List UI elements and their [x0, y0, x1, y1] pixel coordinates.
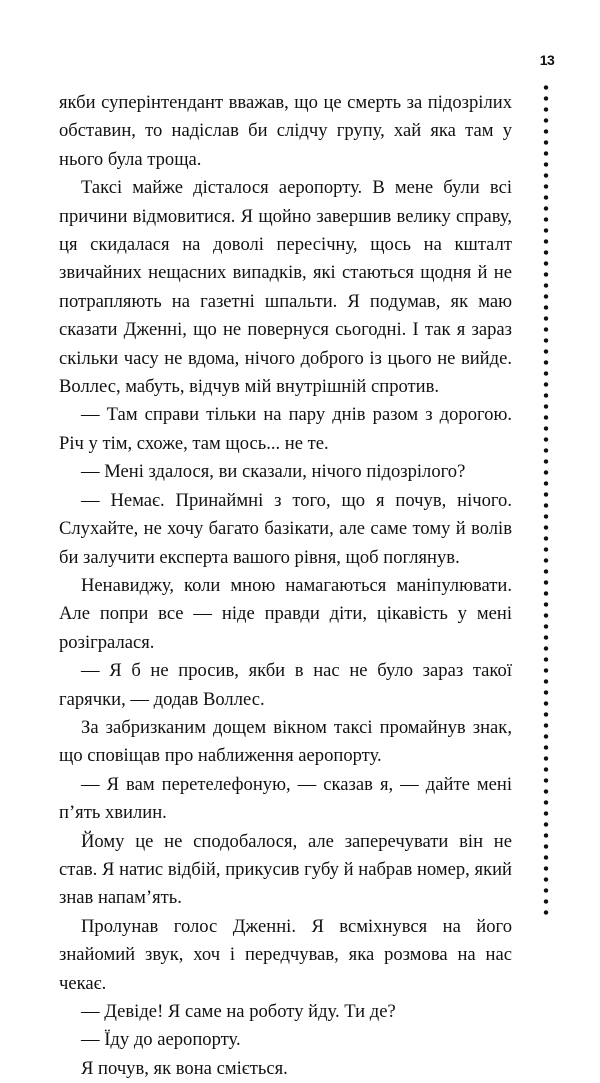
paragraph: За забризканим дощем вікном таксі промайнув знак, що сповіщав про наближення аеропорту. — [59, 716, 512, 767]
paragraph: — Девіде! Я саме на роботу йду. Ти де? — [81, 1001, 396, 1022]
body-text — [59, 89, 512, 1083]
paragraph: Пролунав голос Дженні. Я всміхнувся на його знайомий звук, хоч і передчував, яка розмова на нас чекає. — [59, 915, 512, 994]
paragraph: Я почув, як вона сміється. — [81, 1057, 288, 1079]
paragraph: якби суперінтендант вважав, що це смерть за підозрілих обставин, то надіслав би слідчу групу, хай яка там у нього була троща. — [59, 92, 512, 170]
paragraph: Йому це не сподобалося, але заперечувати він не став. Я натис відбій, прикусив губу й набрав номер, який знав напам’ять. — [59, 830, 512, 909]
dotted-margin-rule — [543, 82, 549, 917]
paragraph: — Я б не просив, якби в нас не було зараз такої гарячки, — додав Воллес. — [59, 660, 512, 710]
paragraph: — Немає. Принаймні з того, що я почув, нічого. Слухайте, не хочу багато базікати, але саме тому й волів би залучити експерта вашого рівня, щоб поглянув. — [59, 489, 512, 568]
paragraph: — Їду до аеропорту. — [81, 1029, 241, 1051]
paragraph: — Я вам перетелефоную, — сказав я, — дайте мені п’ять хвилин. — [59, 773, 512, 824]
paragraph: Ненавиджу, коли мною намагаються маніпулювати. Але попри все — ніде правди діти, цікавість у мені розігралася. — [59, 574, 512, 653]
paragraph: — Там справи тільки на пару днів разом з дорогою. Річ у тім, схоже, там щось... не те. — [59, 404, 512, 454]
paragraph: Таксі майже дісталося аеропорту. В мене були всі причини відмовитися. Я щойно завершив велику справу, ця скидалася на доволі пересічну, щось на кшталт звичайних нещасних випадків, які стаються щодня й не потрапляють на газетні шпальти. Я подумав, як маю сказати Дженні, що не повернуся сьогодні. І так я зараз скільки часу не вдома, нічого доброго із цього не вийде. Воллес, мабуть, відчув мій внутрішній спротив. — [59, 177, 512, 398]
paragraph: — Мені здалося, ви сказали, нічого підозрілого? — [81, 461, 466, 483]
page-number: 13 — [539, 52, 555, 68]
